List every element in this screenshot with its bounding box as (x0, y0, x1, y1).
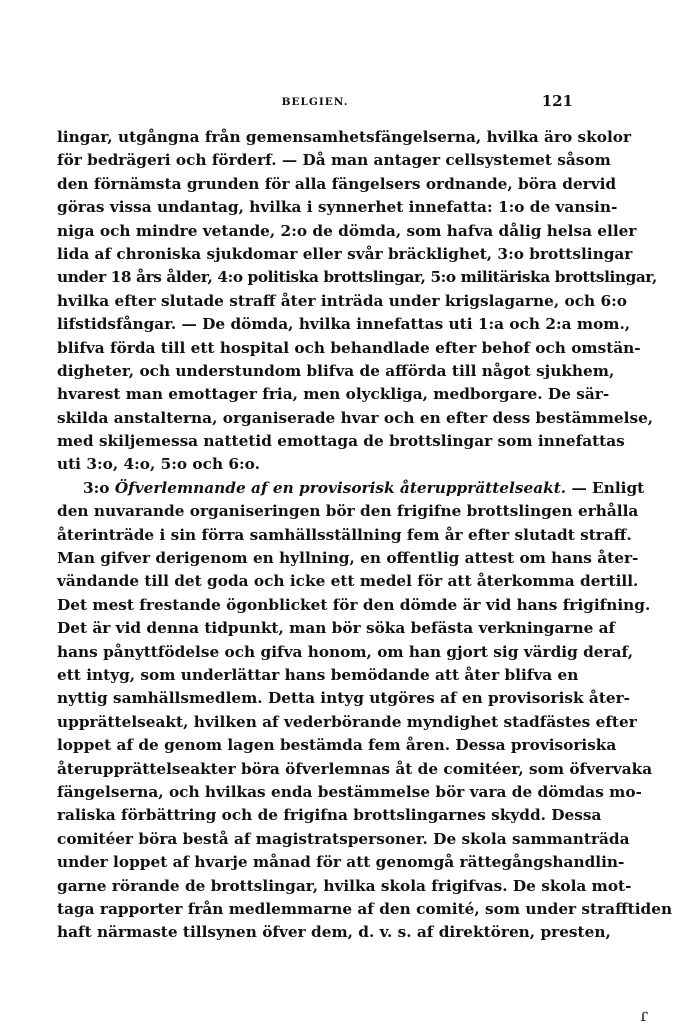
text-line: återupprättelseakter böra öfverlemnas åt de comitéer, som öfvervaka (57, 759, 653, 778)
section-title: Öfverlemnande af en provisorisk återupprättelseakt. (114, 478, 567, 497)
page-number: 121 (541, 92, 573, 110)
text-line: återinträde i sin förra samhällsställning fem år efter slutadt straff. (57, 525, 632, 544)
section-lead-text: — Enligt (571, 478, 645, 497)
text-line: hans pånyttfödelse och gifva honom, om han gjort sig värdig deraf, (57, 642, 634, 661)
text-line: under loppet af hvarje månad för att genomgå rättegångshandlin- (57, 853, 625, 872)
text-line: Det är vid denna tidpunkt, man bör söka befästa verkningarne af (57, 619, 616, 638)
text-line: uti 3:o, 4:o, 5:o och 6:o. (57, 455, 260, 474)
text-line: göras vissa undantag, hvilka i synnerhet innefatta: 1:o de vansin- (57, 198, 618, 217)
text-line: vändande till det goda och icke ett medel för att återkomma dertill. (57, 572, 639, 591)
text-line: den nuvarande organiseringen bör den frigifne brottslingen erhålla (57, 502, 639, 521)
text-line: raliska förbättring och de frigifna brottslingarnes skydd. Dessa (57, 806, 602, 825)
text-line: för bedrägeri och förderf. — Då man antager cellsystemet såsom (57, 151, 611, 170)
text-line: skilda anstalterna, organiserade hvar och en efter dess bestämmelse, (57, 408, 654, 427)
text-line: fängelserna, och hvilkas enda bestämmelse bör vara de dömdas mo- (57, 782, 642, 801)
text-line: med skiljemessa nattetid emottaga de brottslingar som innefattas (57, 432, 625, 451)
text-line: ett intyg, som underlättar hans bemödande att åter blifva en (57, 665, 579, 684)
text-line: den förnämsta grunden för alla fängelsers ordnande, böra dervid (57, 174, 617, 193)
ink-mark: ɾ (640, 1005, 649, 1026)
running-head (57, 92, 573, 116)
text-line: taga rapporter från medlemmarne af den comité, som under strafftiden (57, 899, 673, 918)
text-line: lifstidsfångar. — De dömda, hvilka innefattas uti 1:a och 2:a mom., (57, 315, 631, 334)
text-line: nyttig samhällsmedlem. Detta intyg utgöres af en provisorisk åter- (57, 689, 631, 708)
text-line: Det mest frestande ögonblicket för den dömde är vid hans frigifning. (57, 595, 651, 614)
text-line: haft närmaste tillsynen öfver dem, d. v. s. af direktören, presten, (57, 923, 611, 942)
section-number: 3:o (83, 478, 110, 497)
body-text (57, 126, 673, 945)
text-line: garne rörande de brottslingar, hvilka skola frigifvas. De skola mot- (57, 876, 632, 895)
text-line: digheter, och understundom blifva de afförda till något sjukhem, (57, 361, 615, 380)
running-title: BELGIEN. (281, 96, 349, 108)
text-line: hvarest man emottager fria, men olyckliga, medborgare. De sär- (57, 385, 610, 404)
text-line: under 18 års ålder, 4:o politiska brottslingar, 5:o militäriska brottslingar, (57, 268, 657, 287)
text-line: lingar, utgångna från gemensamhetsfängelserna, hvilka äro skolor (57, 128, 632, 146)
text-line: comitéer böra bestå af magistratspersoner. De skola sammanträda (57, 829, 630, 848)
text-line: blifva förda till ett hospital och behandlade efter behof och omstän- (57, 338, 641, 357)
text-line: loppet af de genom lagen bestämda fem åren. Dessa provisoriska (57, 736, 617, 755)
text-line: Man gifver derigenom en hyllning, en offentlig attest om hans åter- (57, 549, 639, 568)
section-heading-line (57, 477, 645, 500)
text-line: hvilka efter slutade straff åter inträda under krigslagarne, och 6:o (57, 291, 627, 310)
text-line: upprättelseakt, hvilken af vederbörande myndighet stadfästes efter (57, 712, 637, 731)
text-line: niga och mindre vetande, 2:o de dömda, som hafva dålig helsa eller (57, 221, 637, 240)
text-line: lida af chroniska sjukdomar eller svår bräcklighet, 3:o brottslingar (57, 244, 633, 263)
